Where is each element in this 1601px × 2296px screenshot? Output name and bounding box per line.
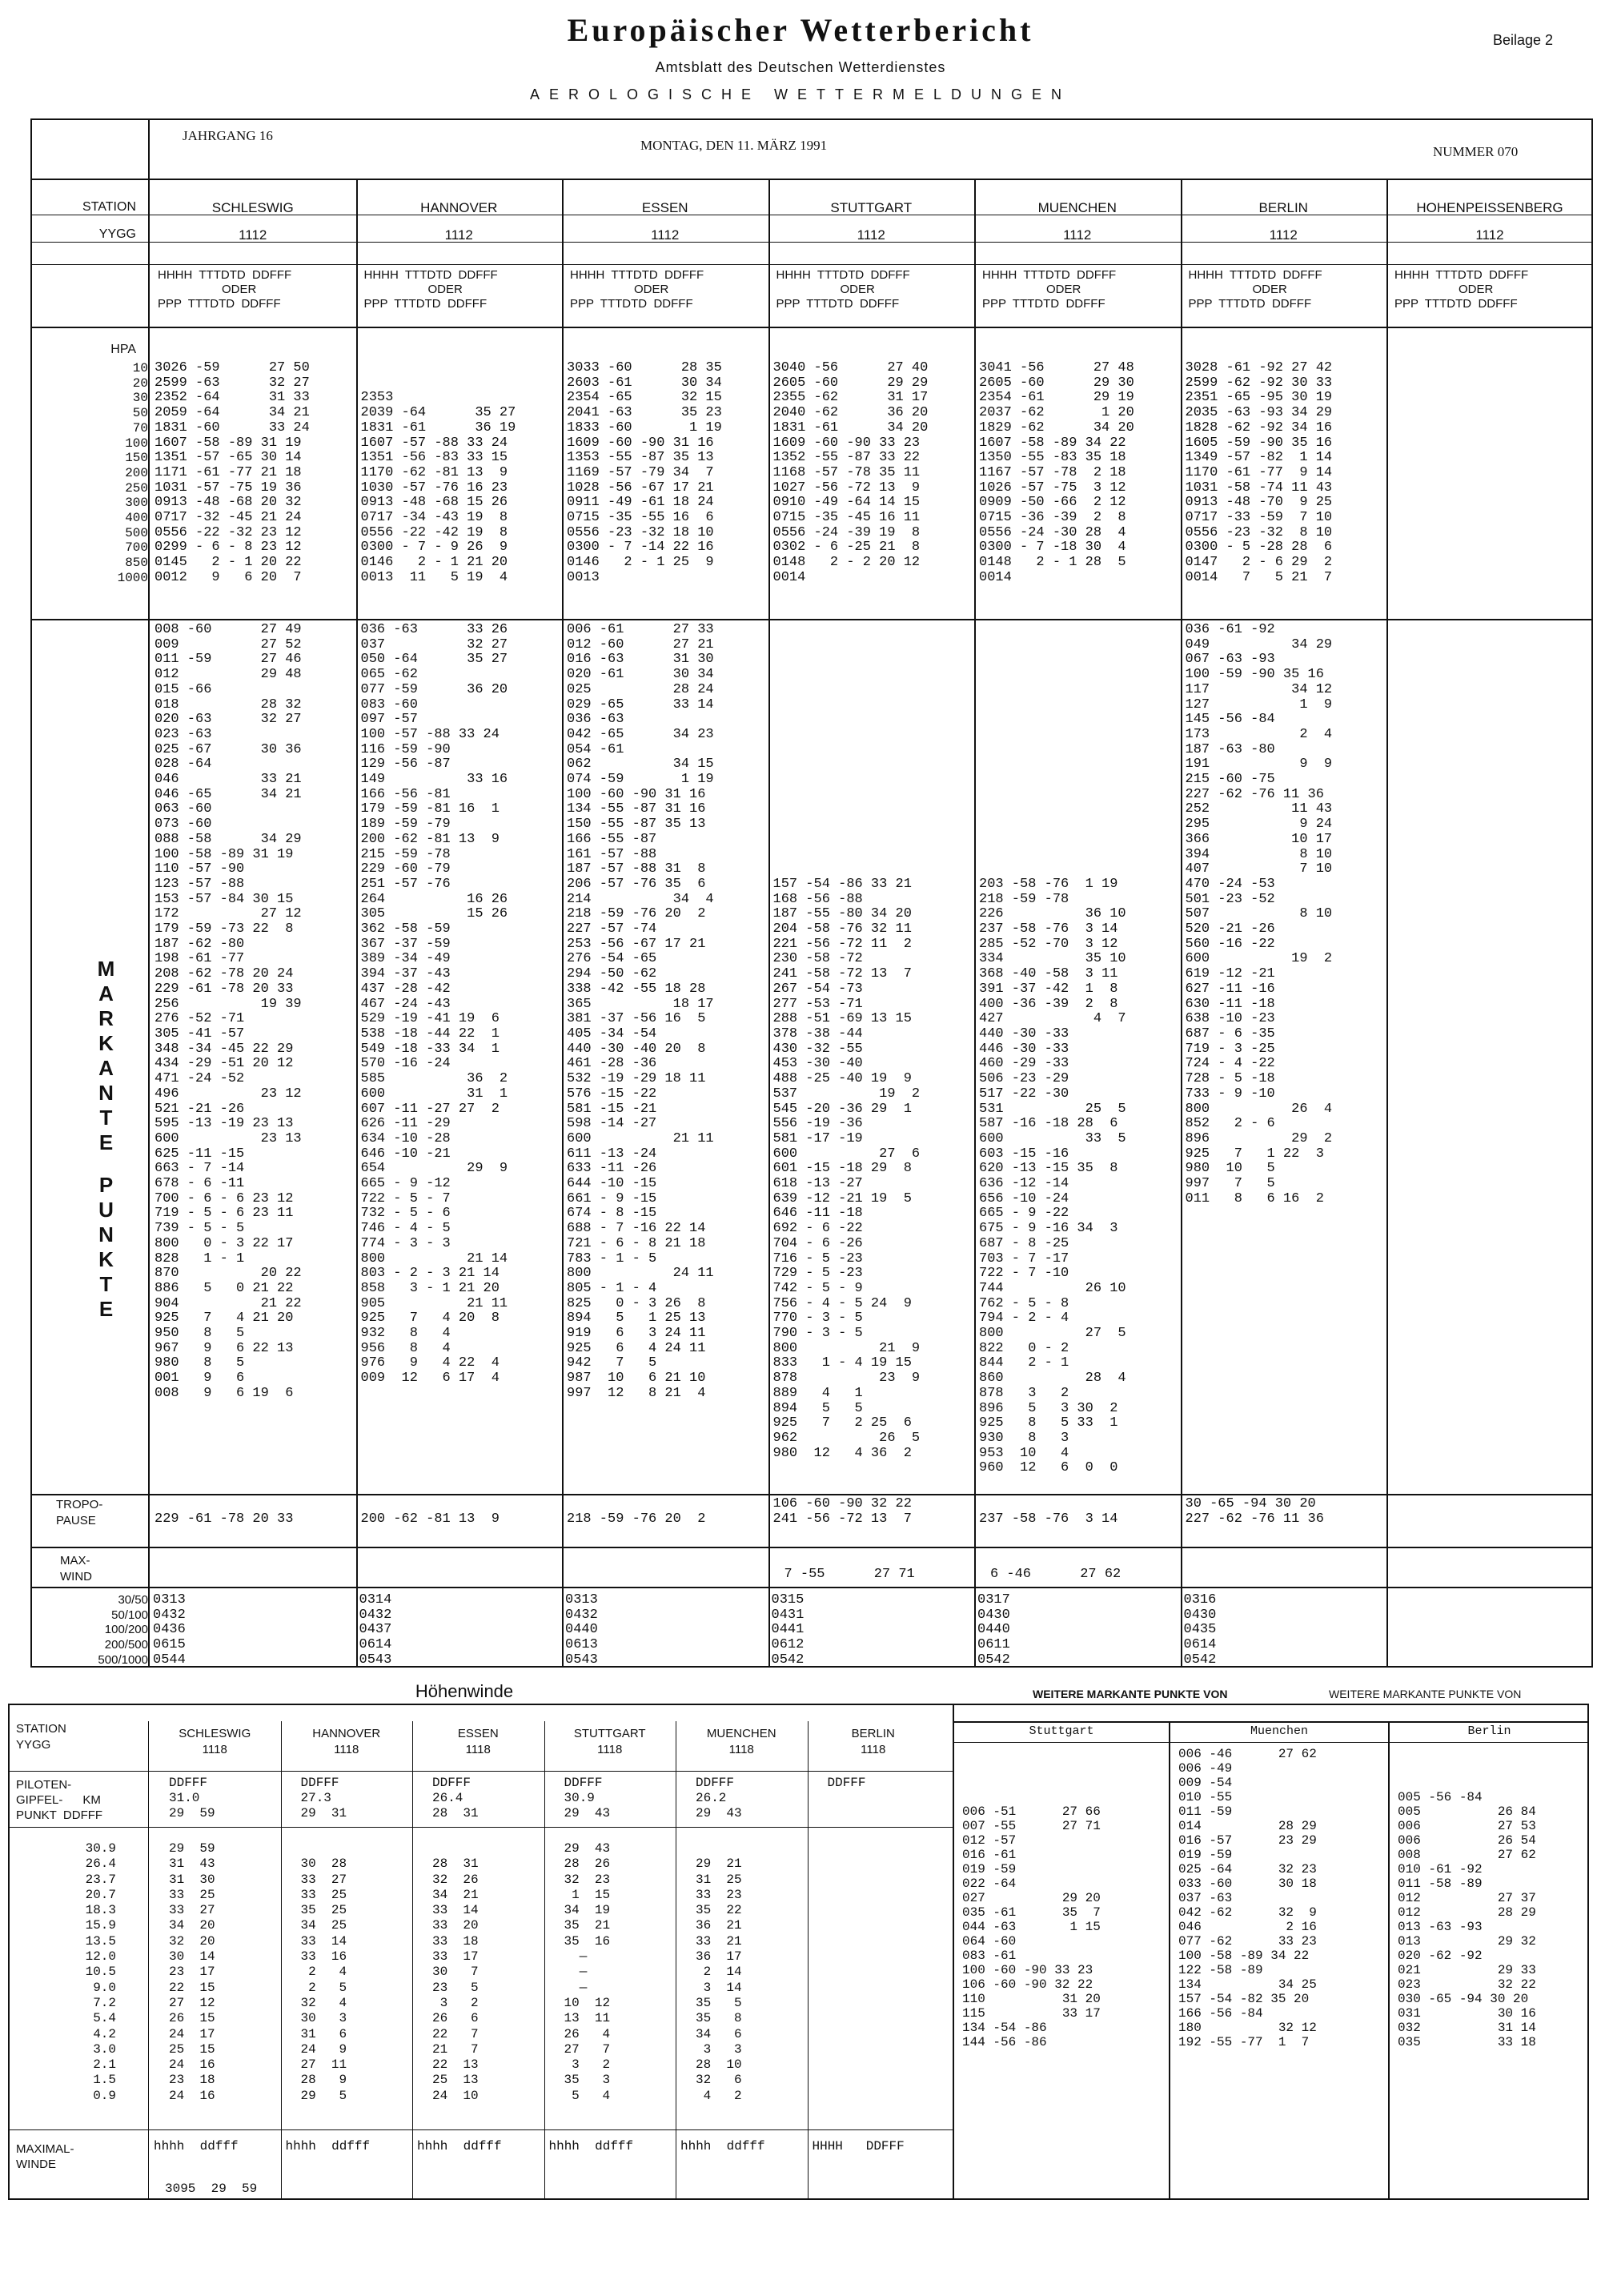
hw-station: MUENCHEN 1118 xyxy=(706,1727,776,1756)
yygg-label: YYGG xyxy=(98,227,136,241)
station-yygg: 1112 xyxy=(1475,227,1504,243)
column-header: HHHH TTTDTD DDFFF ODER PPP TTTDTD DDFFF xyxy=(1188,268,1322,311)
weitere-station: Stuttgart xyxy=(1029,1724,1094,1738)
tropopause-label: TROPO- PAUSE xyxy=(56,1498,103,1527)
column-header: HHHH TTTDTD DDFFF ODER PPP TTTDTD DDFFF xyxy=(982,268,1117,311)
hw-max-header: HHHH DDFFF xyxy=(812,2139,905,2154)
hw-gipfel: DDFFF 27.3 29 31 xyxy=(300,1776,347,1820)
layer-values: 0314 0432 0437 0614 0543 xyxy=(359,1592,392,1668)
hw-gipfel: DDFFF 26.2 29 43 xyxy=(696,1776,742,1820)
standard-levels: 3033 -60 28 35 2603 -61 30 34 2354 -65 32 15 2041 -63 35 23 1833 -60 1 19 1609 -60 -90 31 16 1353 -55 -87 35 13 1169 -57 -79 34 7 1028 -56 -67 17 21 0911 -49 -61 18 24 0715 -35 -55 16 6 0556 -23 -32 18 10 0300 - 7 -14 22 16 0146 2 - 1 25 9 0013 xyxy=(567,360,722,585)
standard-levels: 3028 -61 -92 27 42 2599 -62 -92 30 33 2351 -65 -95 30 19 2035 -63 -93 34 29 1828 -62 -92 34 16 1605 -59 -90 35 16 1349 -57 -82 1 14 1170 -61 -77 9 14 1031 -58 -74 11 43 0913 -48 -70 9 25 0717 -33 -59 7 10 0556 -23 -32 8 10 0300 - 5 -28 28 6 0147 2 - 6 29 2 0014 7 5 21 7 xyxy=(1185,360,1333,585)
weitere-title-1: WEITERE MARKANTE PUNKTE VON xyxy=(1033,1688,1228,1700)
standard-levels: 3040 -56 27 40 2605 -60 29 29 2355 -62 31 17 2040 -62 36 20 1831 -61 34 20 1609 -60 -90 33 23 1352 -55 -87 33 22 1168 -57 -78 35 11 1027 -56 -72 13 9 0910 -49 -64 14 15 0715 -35 -45 16 11 0556 -24 -39 19 8 0302 - 6 -25 21 8 0148 2 - 2 20 12 0014 xyxy=(772,360,929,585)
standard-levels: 2353 2039 -64 35 27 1831 -61 36 19 1607 -57 -88 33 24 1351 -56 -83 33 15 1170 -62 -81 13 9 1030 -57 -76 16 23 0913 -48 -68 15 26 0717 -34 -43 19 8 0556 -22 -42 19 8 0300 - 7 - 9 26 9 0146 2 - 1 21 20 0013 11 5 19 4 xyxy=(360,390,516,585)
hw-max-value: 3095 29 59 xyxy=(165,2182,258,2196)
station-name: HANNOVER xyxy=(420,200,498,215)
station-yygg: 1112 xyxy=(239,227,267,243)
hw-levels: 30.9 26.4 23.7 20.7 18.3 15.9 13.5 12.0 10.5 9.0 7.2 5.4 4.2 3.0 2.1 1.5 0.9 xyxy=(85,1841,116,2103)
issue-number: NUMMER 070 xyxy=(1433,144,1519,159)
hw-gipfel: DDFFF 31.0 29 59 xyxy=(169,1776,215,1820)
column-header: HHHH TTTDTD DDFFF ODER PPP TTTDTD DDFFF xyxy=(158,268,292,311)
hpa-label: HPA xyxy=(110,343,136,356)
station-yygg: 1112 xyxy=(651,227,680,243)
hw-max-header: hhhh ddfff xyxy=(680,2139,765,2154)
page-title: Europäischer Wetterbericht xyxy=(567,12,1034,48)
tropopause-values: 229 -61 -78 20 33 xyxy=(154,1511,294,1527)
pressure-levels: 10 20 30 50 70 100 150 200 250 300 400 500 700 850 1000 xyxy=(117,361,148,585)
hw-max-header: hhhh ddfff xyxy=(154,2139,239,2154)
hoehenwinde-table xyxy=(8,1704,1589,2200)
column-header: HHHH TTTDTD DDFFF ODER PPP TTTDTD DDFFF xyxy=(570,268,704,311)
markante-label: M A R K A N T E xyxy=(97,957,115,1154)
layer-values: 0316 0430 0435 0614 0542 xyxy=(1183,1592,1217,1668)
hw-station: STUTTGART 1118 xyxy=(573,1727,646,1756)
station-yygg: 1112 xyxy=(1269,227,1298,243)
hw-winds: 28 31 32 26 34 21 33 14 33 20 33 18 33 17 30 7 23 5 3 2 26 6 22 7 21 7 22 13 25 13 24 10 xyxy=(432,1856,479,2103)
significant-points: 036 -63 33 26 037 32 27 050 -64 35 27 065 -62 077 -59 36 20 083 -60 097 -57 100 -57 -88 33 24 116 -59 -90 129 -56 -87 149 33 16 166 -56 -81 179 -59 -81 16 1 189 -59 -79 200 -62 -81 13 9 215 -59 -78 229 -60 -79 251 -57 -76 264 16 26 305 15 26 362 -58 -59 367 -37 -59 389 -34 -49 394 -37 -43 437 -28 -42 467 -24 -43 529 -19 -41 19 6 538 -18 -44 22 1 549 -18 -33 34 1 570 -16 -24 585 36 2 600 31 1 607 -11 -27 27 2 626 -11 -29 634 -10 -28 646 -10 -21 654 29 9 665 - 9 -12 722 - 5 - 7 732 - 5 - 6 746 - 4 - 5 774 - 3 - 3 800 21 14 803 - 2 - 3 21 14 858 3 - 1 21 20 905 21 11 925 7 4 20 8 932 8 4 956 8 4 976 9 4 22 4 009 12 6 17 4 xyxy=(360,622,508,1387)
station-name: HOHENPEISSENBERG xyxy=(1416,200,1563,215)
significant-points: 036 -61 -92 049 34 29 067 -63 -93 100 -59 -90 35 16 117 34 12 127 1 9 145 -56 -84 173 2 4 187 -63 -80 191 9 9 215 -60 -75 227 -62 -76 11 36 252 11 43 295 9 24 366 10 17 394 8 10 407 7 10 470 -24 -53 501 -23 -52 507 8 10 520 -21 -26 560 -16 -22 600 19 2 619 -12 -21 627 -11 -16 630 -11 -18 638 -10 -23 687 - 6 -35 719 - 3 -25 724 - 4 -22 728 - 5 -18 733 - 9 -10 800 26 4 852 2 - 6 896 29 2 925 7 1 22 3 980 10 5 997 7 5 011 8 6 16 2 xyxy=(1185,622,1333,1206)
significant-points: 157 -54 -86 33 21 168 -56 -88 187 -55 -80 34 20 204 -58 -76 32 11 221 -56 -72 11 2 230 -58 -72 241 -58 -72 13 7 267 -54 -73 277 -53 -71 288 -51 -69 13 15 378 -38 -44 430 -32 -55 453 -30 -40 488 -25 -40 19 9 537 19 2 545 -20 -36 29 1 556 -19 -36 581 -17 -19 600 27 6 601 -15 -18 29 8 618 -13 -27 639 -12 -21 19 5 646 -11 -18 692 - 6 -22 704 - 6 -26 716 - 5 -23 729 - 5 -23 742 - 5 - 9 756 - 4 - 5 24 9 770 - 3 - 5 790 - 3 - 5 800 21 9 833 1 - 4 19 15 878 23 9 889 4 1 894 5 5 925 7 2 25 6 962 26 5 980 12 4 36 2 xyxy=(772,876,921,1461)
column-header: HHHH TTTDTD DDFFF ODER PPP TTTDTD DDFFF xyxy=(363,268,498,311)
jahrgang: JAHRGANG 16 xyxy=(183,128,273,143)
punkte-label: P U N K T E xyxy=(98,1173,114,1321)
column-header: HHHH TTTDTD DDFFF ODER PPP TTTDTD DDFFF xyxy=(1394,268,1529,311)
hw-station: ESSEN 1118 xyxy=(457,1727,499,1756)
hw-station-label: STATION YYGG xyxy=(16,1722,66,1752)
significant-points: 006 -61 27 33 012 -60 27 21 016 -63 31 30 020 -61 30 34 025 28 24 029 -65 33 14 036 -63 042 -65 34 23 054 -61 062 34 15 074 -59 1 19 100 -60 -90 31 16 134 -55 -87 31 16 150 -55 -87 35 13 166 -55 -87 161 -57 -88 187 -57 -88 31 8 206 -57 -76 35 6 214 34 4 218 -59 -76 20 2 227 -57 -74 253 -56 -67 17 21 276 -54 -65 294 -50 -62 338 -42 -55 18 28 365 18 17 381 -37 -56 16 5 405 -34 -54 440 -30 -40 20 8 461 -28 -36 532 -19 -29 18 11 576 -15 -22 581 -15 -21 598 -14 -27 600 21 11 611 -13 -24 633 -11 -26 644 -10 -15 661 - 9 -15 674 - 8 -15 688 - 7 -16 22 14 721 - 6 - 8 21 18 783 - 1 - 5 800 24 11 805 - 1 - 4 825 0 - 3 26 8 894 5 1 25 13 919 6 3 24 11 925 6 4 24 11 942 7 5 987 10 6 21 10 997 12 8 21 4 xyxy=(567,622,714,1401)
weitere-station: Muenchen xyxy=(1250,1724,1308,1738)
layer-values: 0313 0432 0436 0615 0544 xyxy=(153,1592,186,1668)
tropopause-values: 30 -65 -94 30 20 227 -62 -76 11 36 xyxy=(1185,1496,1324,1527)
hoehenwinde-title: Höhenwinde xyxy=(415,1681,514,1701)
station-name: ESSEN xyxy=(641,200,688,215)
hw-gipfel: DDFFF 30.9 29 43 xyxy=(564,1776,611,1820)
standard-levels: 3026 -59 27 50 2599 -63 32 27 2352 -64 31 33 2059 -64 34 21 1831 -60 33 24 1607 -58 -89 31 19 1351 -57 -65 30 14 1171 -61 -77 21 18 1031 -57 -75 19 36 0913 -48 -68 20 32 0717 -32 -45 21 24 0556 -22 -32 23 12 0299 - 6 - 8 23 12 0145 2 - 1 20 22 0012 9 6 20 7 xyxy=(154,360,310,585)
significant-points: 008 -60 27 49 009 27 52 011 -59 27 46 012 29 48 015 -66 018 28 32 020 -63 32 27 023 -63 025 -67 30 36 028 -64 046 33 21 046 -65 34 21 063 -60 073 -60 088 -58 34 29 100 -58 -89 31 19 110 -57 -90 123 -57 -88 153 -57 -84 30 15 172 27 12 179 -59 -73 22 8 187 -62 -80 198 -61 -77 208 -62 -78 20 24 229 -61 -78 20 33 256 19 39 276 -52 -71 305 -41 -57 348 -34 -45 22 29 434 -29 -51 20 12 471 -24 -52 496 23 12 521 -21 -26 595 -13 -19 23 13 600 23 13 625 -11 -15 663 - 7 -14 678 - 6 -11 700 - 6 - 6 23 12 719 - 5 - 6 23 11 739 - 5 - 5 800 0 - 3 22 17 828 1 - 1 870 20 22 886 5 0 21 22 904 21 22 925 7 4 21 20 950 8 5 967 9 6 22 13 980 8 5 001 9 6 008 9 6 19 6 xyxy=(154,622,302,1401)
weitere-station: Berlin xyxy=(1467,1724,1511,1738)
significant-points: 203 -58 -76 1 19 218 -59 -78 226 36 10 237 -58 -76 3 14 285 -52 -70 3 12 334 35 10 368 -40 -58 3 11 391 -37 -42 1 8 400 -36 -39 2 8 427 4 7 440 -30 -33 446 -30 -33 460 -29 -33 506 -23 -29 517 -22 -30 531 25 5 587 -16 -18 28 6 600 33 5 603 -15 -16 620 -13 -15 35 8 636 -12 -14 656 -10 -24 665 - 9 -22 675 - 9 -16 34 3 687 - 8 -25 703 - 7 -17 722 - 7 -10 744 26 10 762 - 5 - 8 794 - 2 - 4 800 27 5 822 0 - 2 844 2 - 1 860 28 4 878 3 2 896 5 3 30 2 925 8 5 33 1 930 8 3 953 10 4 960 12 6 0 0 xyxy=(979,876,1126,1476)
weitere-title-2: WEITERE MARKANTE PUNKTE VON xyxy=(1329,1688,1522,1700)
hw-station: HANNOVER 1118 xyxy=(312,1727,381,1756)
standard-levels: 3041 -56 27 48 2605 -60 29 30 2354 -61 29 19 2037 -62 1 20 1829 -62 34 20 1607 -58 -89 34 22 1350 -55 -83 35 18 1167 -57 -78 2 18 1026 -57 -75 3 12 0909 -50 -66 2 12 0715 -36 -39 2 8 0556 -24 -30 28 4 0300 - 7 -18 30 4 0148 2 - 1 28 5 0014 xyxy=(979,360,1134,585)
station-name: SCHLESWIG xyxy=(211,200,294,215)
hw-winds: 30 28 33 27 33 25 35 25 34 25 33 14 33 16 2 4 2 5 32 4 30 3 31 6 24 9 27 11 28 9 29 5 xyxy=(300,1856,347,2103)
issue-date: MONTAG, DEN 11. MÄRZ 1991 xyxy=(640,138,828,153)
hw-winds: 29 21 31 25 33 23 35 22 36 21 33 21 36 17 2 14 3 14 35 5 35 8 34 6 3 3 28 10 32 6 4 2 xyxy=(696,1856,742,2103)
hw-winds: 29 59 31 43 31 30 33 25 33 27 34 20 32 20 30 14 23 17 22 15 27 12 26 15 24 17 25 15 24 16 23 18 24 16 xyxy=(169,1841,215,2103)
hw-station: SCHLESWIG 1118 xyxy=(179,1727,251,1756)
weitere-data: 006 -46 27 62 006 -49 009 -54 010 -55 011 -59 014 28 29 016 -57 23 29 019 -59 025 -64 32 23 033 -60 30 18 037 -63 042 -62 32 9 046 2 16 077 -62 33 23 100 -58 -89 34 22 122 -58 -89 134 34 25 157 -54 -82 35 20 166 -56 -84 180 32 12 192 -55 -77 1 7 xyxy=(1178,1747,1317,2049)
maxwind-values: 6 -46 27 62 xyxy=(990,1567,1122,1582)
tropopause-values: 106 -60 -90 32 22 241 -56 -72 13 7 xyxy=(772,1496,912,1527)
tropopause-values: 200 -62 -81 13 9 xyxy=(360,1511,500,1527)
station-label: STATION xyxy=(82,200,136,214)
station-name: MUENCHEN xyxy=(1037,200,1117,215)
hw-piloten-label: PILOTEN- GIPFEL- KM PUNKT DDFFF xyxy=(16,1778,103,1822)
weitere-data: 005 -56 -84 005 26 84 006 27 53 006 26 54 008 27 62 010 -61 -92 011 -58 -89 012 27 37 012 28 29 013 -63 -93 013 29 32 020 -62 -92 021 29 33 023 32 22 030 -65 -94 30 20 031 30 16 032 31 14 035 33 18 xyxy=(1398,1790,1536,2049)
hw-gipfel: DDFFF xyxy=(827,1776,866,1790)
hw-winds: 29 43 28 26 32 23 1 15 34 19 35 21 35 16 — — — 10 12 13 11 26 4 27 7 3 2 35 3 5 4 xyxy=(564,1841,611,2103)
tropopause-values: 237 -58 -76 3 14 xyxy=(979,1511,1118,1527)
maxwind-label: MAX- WIND xyxy=(60,1554,92,1584)
hw-max-header: hhhh ddfff xyxy=(548,2139,634,2154)
layer-values: 0315 0431 0441 0612 0542 xyxy=(771,1592,805,1668)
layer-values: 0313 0432 0440 0613 0543 xyxy=(565,1592,598,1668)
beilage-label: Beilage 2 xyxy=(1493,32,1554,48)
station-yygg: 1112 xyxy=(1063,227,1092,243)
layer-labels: 30/50 50/100 100/200 200/500 500/1000 xyxy=(98,1593,148,1667)
page-subtitle: Amtsblatt des Deutschen Wetterdienstes xyxy=(655,59,946,75)
hw-max-header: hhhh ddfff xyxy=(285,2139,371,2154)
weitere-data: 006 -51 27 66 007 -55 27 71 012 -57 016 -61 019 -59 022 -64 027 29 20 035 -61 35 7 044 -63 1 15 064 -60 083 -61 100 -60 -90 33 23 106 -60 -90 32 22 110 31 20 115 33 17 134 -54 -86 144 -56 -86 xyxy=(962,1804,1101,2049)
station-name: STUTTGART xyxy=(830,200,913,215)
section-title: AEROLOGISCHE WETTERMELDUNGEN xyxy=(529,86,1072,102)
layer-values: 0317 0430 0440 0611 0542 xyxy=(977,1592,1010,1668)
station-yygg: 1112 xyxy=(857,227,885,243)
station-name: BERLIN xyxy=(1258,200,1308,215)
station-yygg: 1112 xyxy=(444,227,473,243)
hw-station: BERLIN 1118 xyxy=(851,1727,895,1756)
column-header: HHHH TTTDTD DDFFF ODER PPP TTTDTD DDFFF xyxy=(776,268,910,311)
hw-gipfel: DDFFF 26.4 28 31 xyxy=(432,1776,479,1820)
maxwind-values: 7 -55 27 71 xyxy=(784,1567,915,1582)
tropopause-values: 218 -59 -76 20 2 xyxy=(567,1511,706,1527)
hw-max-header: hhhh ddfff xyxy=(417,2139,502,2154)
hw-maximal-label: MAXIMAL- WINDE xyxy=(16,2142,74,2171)
